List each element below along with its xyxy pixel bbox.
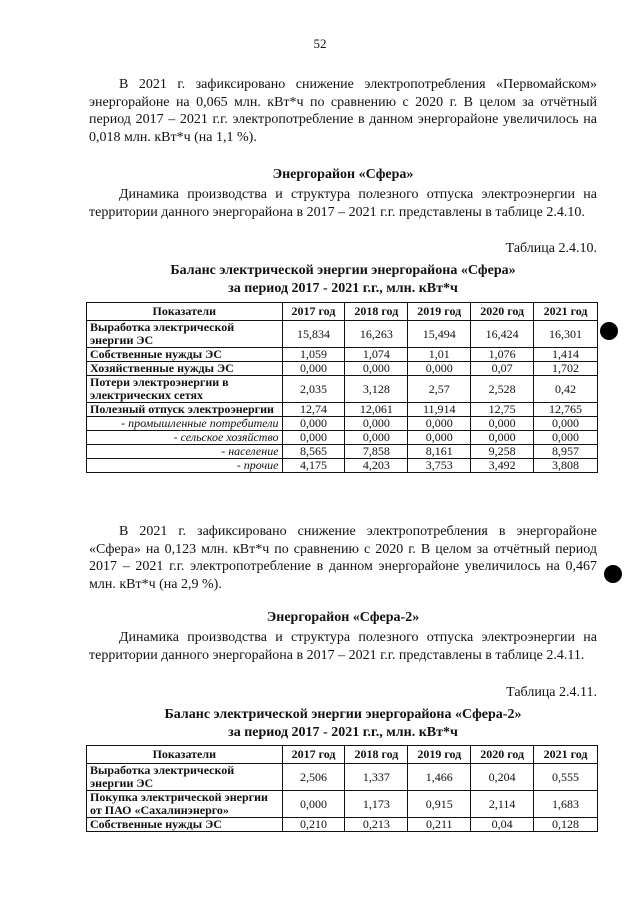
table-cell: 0,204 — [471, 764, 534, 791]
table-caption-line1: Баланс электрической энергии энергорайона «Сфера-2» — [164, 707, 522, 722]
paragraph-pervomaisky: В 2021 г. зафиксировано снижение электропотребления «Первомайском» энергорайоне на 0,065 млн. кВт*ч по сравнению с 2020 г. В целом за отчётный период 2017 – 2021 г.г. электропотребление в данном энергорайоне увеличилось на 0,018 млн. кВт*ч (на 1,1 %). — [89, 77, 597, 145]
table-row — [87, 431, 598, 445]
column-header: 2021 год — [534, 746, 598, 764]
table-cell: 0,000 — [282, 791, 345, 818]
row-label: - население — [87, 445, 283, 459]
table-cell: 3,753 — [408, 459, 471, 473]
punch-hole-marker — [604, 565, 622, 583]
table-cell: 0,000 — [345, 431, 408, 445]
table-cell: 16,301 — [534, 321, 598, 348]
column-header: Показатели — [87, 303, 283, 321]
balance-table-sfera — [86, 302, 598, 473]
column-header: 2020 год — [471, 303, 534, 321]
column-header: Показатели — [87, 746, 283, 764]
table-row — [87, 791, 598, 818]
table-caption-line1: Баланс электрической энергии энергорайона «Сфера» — [170, 263, 516, 278]
table-cell: 12,75 — [471, 403, 534, 417]
row-label: Выработка электрической энергии ЭС — [87, 764, 283, 791]
table-cell: 0,210 — [282, 818, 345, 832]
column-header: 2020 год — [471, 746, 534, 764]
column-header: 2019 год — [408, 303, 471, 321]
table-cell: 0,915 — [408, 791, 471, 818]
table-cell: 0,211 — [408, 818, 471, 832]
table-cell: 0,000 — [282, 417, 345, 431]
table-row — [87, 348, 598, 362]
table-header-row — [87, 303, 598, 321]
table-cell: 0,213 — [345, 818, 408, 832]
table-caption-line2: за период 2017 - 2021 г.г., млн. кВт*ч — [228, 281, 458, 296]
page-number: 52 — [313, 36, 327, 51]
table-cell: 0,000 — [471, 417, 534, 431]
table-cell: 0,07 — [471, 362, 534, 376]
table-cell: 0,000 — [282, 362, 345, 376]
table-cell: 3,492 — [471, 459, 534, 473]
table-cell: 0,128 — [534, 818, 598, 832]
table-cell: 0,000 — [408, 362, 471, 376]
table-row — [87, 403, 598, 417]
table-cell: 15,834 — [282, 321, 345, 348]
table-cell: 1,076 — [471, 348, 534, 362]
row-label: - прочие — [87, 459, 283, 473]
row-label: Покупка электрической энергии от ПАО «Сахалинэнерго» — [87, 791, 283, 818]
table-cell: 12,74 — [282, 403, 345, 417]
table-cell: 3,128 — [345, 376, 408, 403]
table-caption-sfera — [89, 262, 597, 298]
table-cell: 1,466 — [408, 764, 471, 791]
row-label: Полезный отпуск электроэнергии — [87, 403, 283, 417]
row-label: - промышленные потребители — [87, 417, 283, 431]
section-conclusion-sfera: В 2021 г. зафиксировано снижение электропотребления в энергорайоне «Сфера» на 0,123 млн. кВт*ч по сравнению с 2020 г. В целом за отчётный период 2017 – 2021 г.г. электропотребление в данном энергорайоне увеличилось на 0,467 млн. кВт*ч (на 2,9 %). — [89, 524, 597, 592]
table-cell: 8,565 — [282, 445, 345, 459]
balance-table-sfera-2 — [86, 745, 598, 832]
column-header: 2017 год — [282, 746, 345, 764]
table-row — [87, 417, 598, 431]
table-caption-line2: за период 2017 - 2021 г.г., млн. кВт*ч — [228, 725, 458, 740]
section-intro-sfera-2: Динамика производства и структура полезного отпуска электроэнергии на территории данного энергорайона в 2017 – 2021 г.г. представлены в таблице 2.4.11. — [89, 630, 597, 663]
table-cell: 2,528 — [471, 376, 534, 403]
punch-hole-marker — [600, 322, 618, 340]
section-heading-sfera-2: Энергорайон «Сфера-2» — [266, 610, 420, 625]
table-cell: 4,175 — [282, 459, 345, 473]
table-cell: 0,42 — [534, 376, 598, 403]
row-label: Хозяйственные нужды ЭС — [87, 362, 283, 376]
section-intro-sfera: Динамика производства и структура полезного отпуска электроэнергии на территории данного энергорайона в 2017 – 2021 г.г. представлены в таблице 2.4.10. — [89, 187, 597, 220]
table-row — [87, 362, 598, 376]
table-cell: 15,494 — [408, 321, 471, 348]
table-cell: 4,203 — [345, 459, 408, 473]
table-cell: 0,000 — [345, 362, 408, 376]
table-cell: 0,555 — [534, 764, 598, 791]
table-cell: 0,000 — [408, 431, 471, 445]
table-cell: 1,702 — [534, 362, 598, 376]
table-cell: 9,258 — [471, 445, 534, 459]
table-cell: 0,000 — [282, 431, 345, 445]
table-row — [87, 321, 598, 348]
table-cell: 0,04 — [471, 818, 534, 832]
table-row — [87, 376, 598, 403]
table-cell: 0,000 — [345, 417, 408, 431]
table-cell: 1,074 — [345, 348, 408, 362]
table-cell: 12,765 — [534, 403, 598, 417]
table-cell: 3,808 — [534, 459, 598, 473]
column-header: 2018 год — [345, 303, 408, 321]
table-number-2-4-10: Таблица 2.4.10. — [505, 241, 597, 256]
section-heading-sfera: Энергорайон «Сфера» — [272, 167, 414, 182]
row-label: Выработка электрической энергии ЭС — [87, 321, 283, 348]
column-header: 2018 год — [345, 746, 408, 764]
table-cell: 2,114 — [471, 791, 534, 818]
table-cell: 0,000 — [534, 417, 598, 431]
table-cell: 1,059 — [282, 348, 345, 362]
table-header-row — [87, 746, 598, 764]
table-number-2-4-11: Таблица 2.4.11. — [506, 685, 597, 700]
table-cell: 2,035 — [282, 376, 345, 403]
row-label: Потери электроэнергии в электрических сетях — [87, 376, 283, 403]
table-cell: 1,414 — [534, 348, 598, 362]
table-row — [87, 459, 598, 473]
table-cell: 16,424 — [471, 321, 534, 348]
table-cell: 1,337 — [345, 764, 408, 791]
table-row — [87, 445, 598, 459]
table-cell: 0,000 — [408, 417, 471, 431]
table-cell: 12,061 — [345, 403, 408, 417]
table-cell: 0,000 — [471, 431, 534, 445]
table-cell: 8,957 — [534, 445, 598, 459]
table-cell: 0,000 — [534, 431, 598, 445]
table-cell: 8,161 — [408, 445, 471, 459]
table-cell: 1,01 — [408, 348, 471, 362]
table-cell: 1,683 — [534, 791, 598, 818]
table-cell: 2,57 — [408, 376, 471, 403]
row-label: - сельское хозяйство — [87, 431, 283, 445]
column-header: 2021 год — [534, 303, 598, 321]
column-header: 2017 год — [282, 303, 345, 321]
row-label: Собственные нужды ЭС — [87, 818, 283, 832]
table-cell: 11,914 — [408, 403, 471, 417]
column-header: 2019 год — [408, 746, 471, 764]
table-cell: 7,858 — [345, 445, 408, 459]
table-row — [87, 818, 598, 832]
table-caption-sfera-2 — [89, 706, 597, 742]
table-cell: 2,506 — [282, 764, 345, 791]
row-label: Собственные нужды ЭС — [87, 348, 283, 362]
table-cell: 16,263 — [345, 321, 408, 348]
table-cell: 1,173 — [345, 791, 408, 818]
table-row — [87, 764, 598, 791]
